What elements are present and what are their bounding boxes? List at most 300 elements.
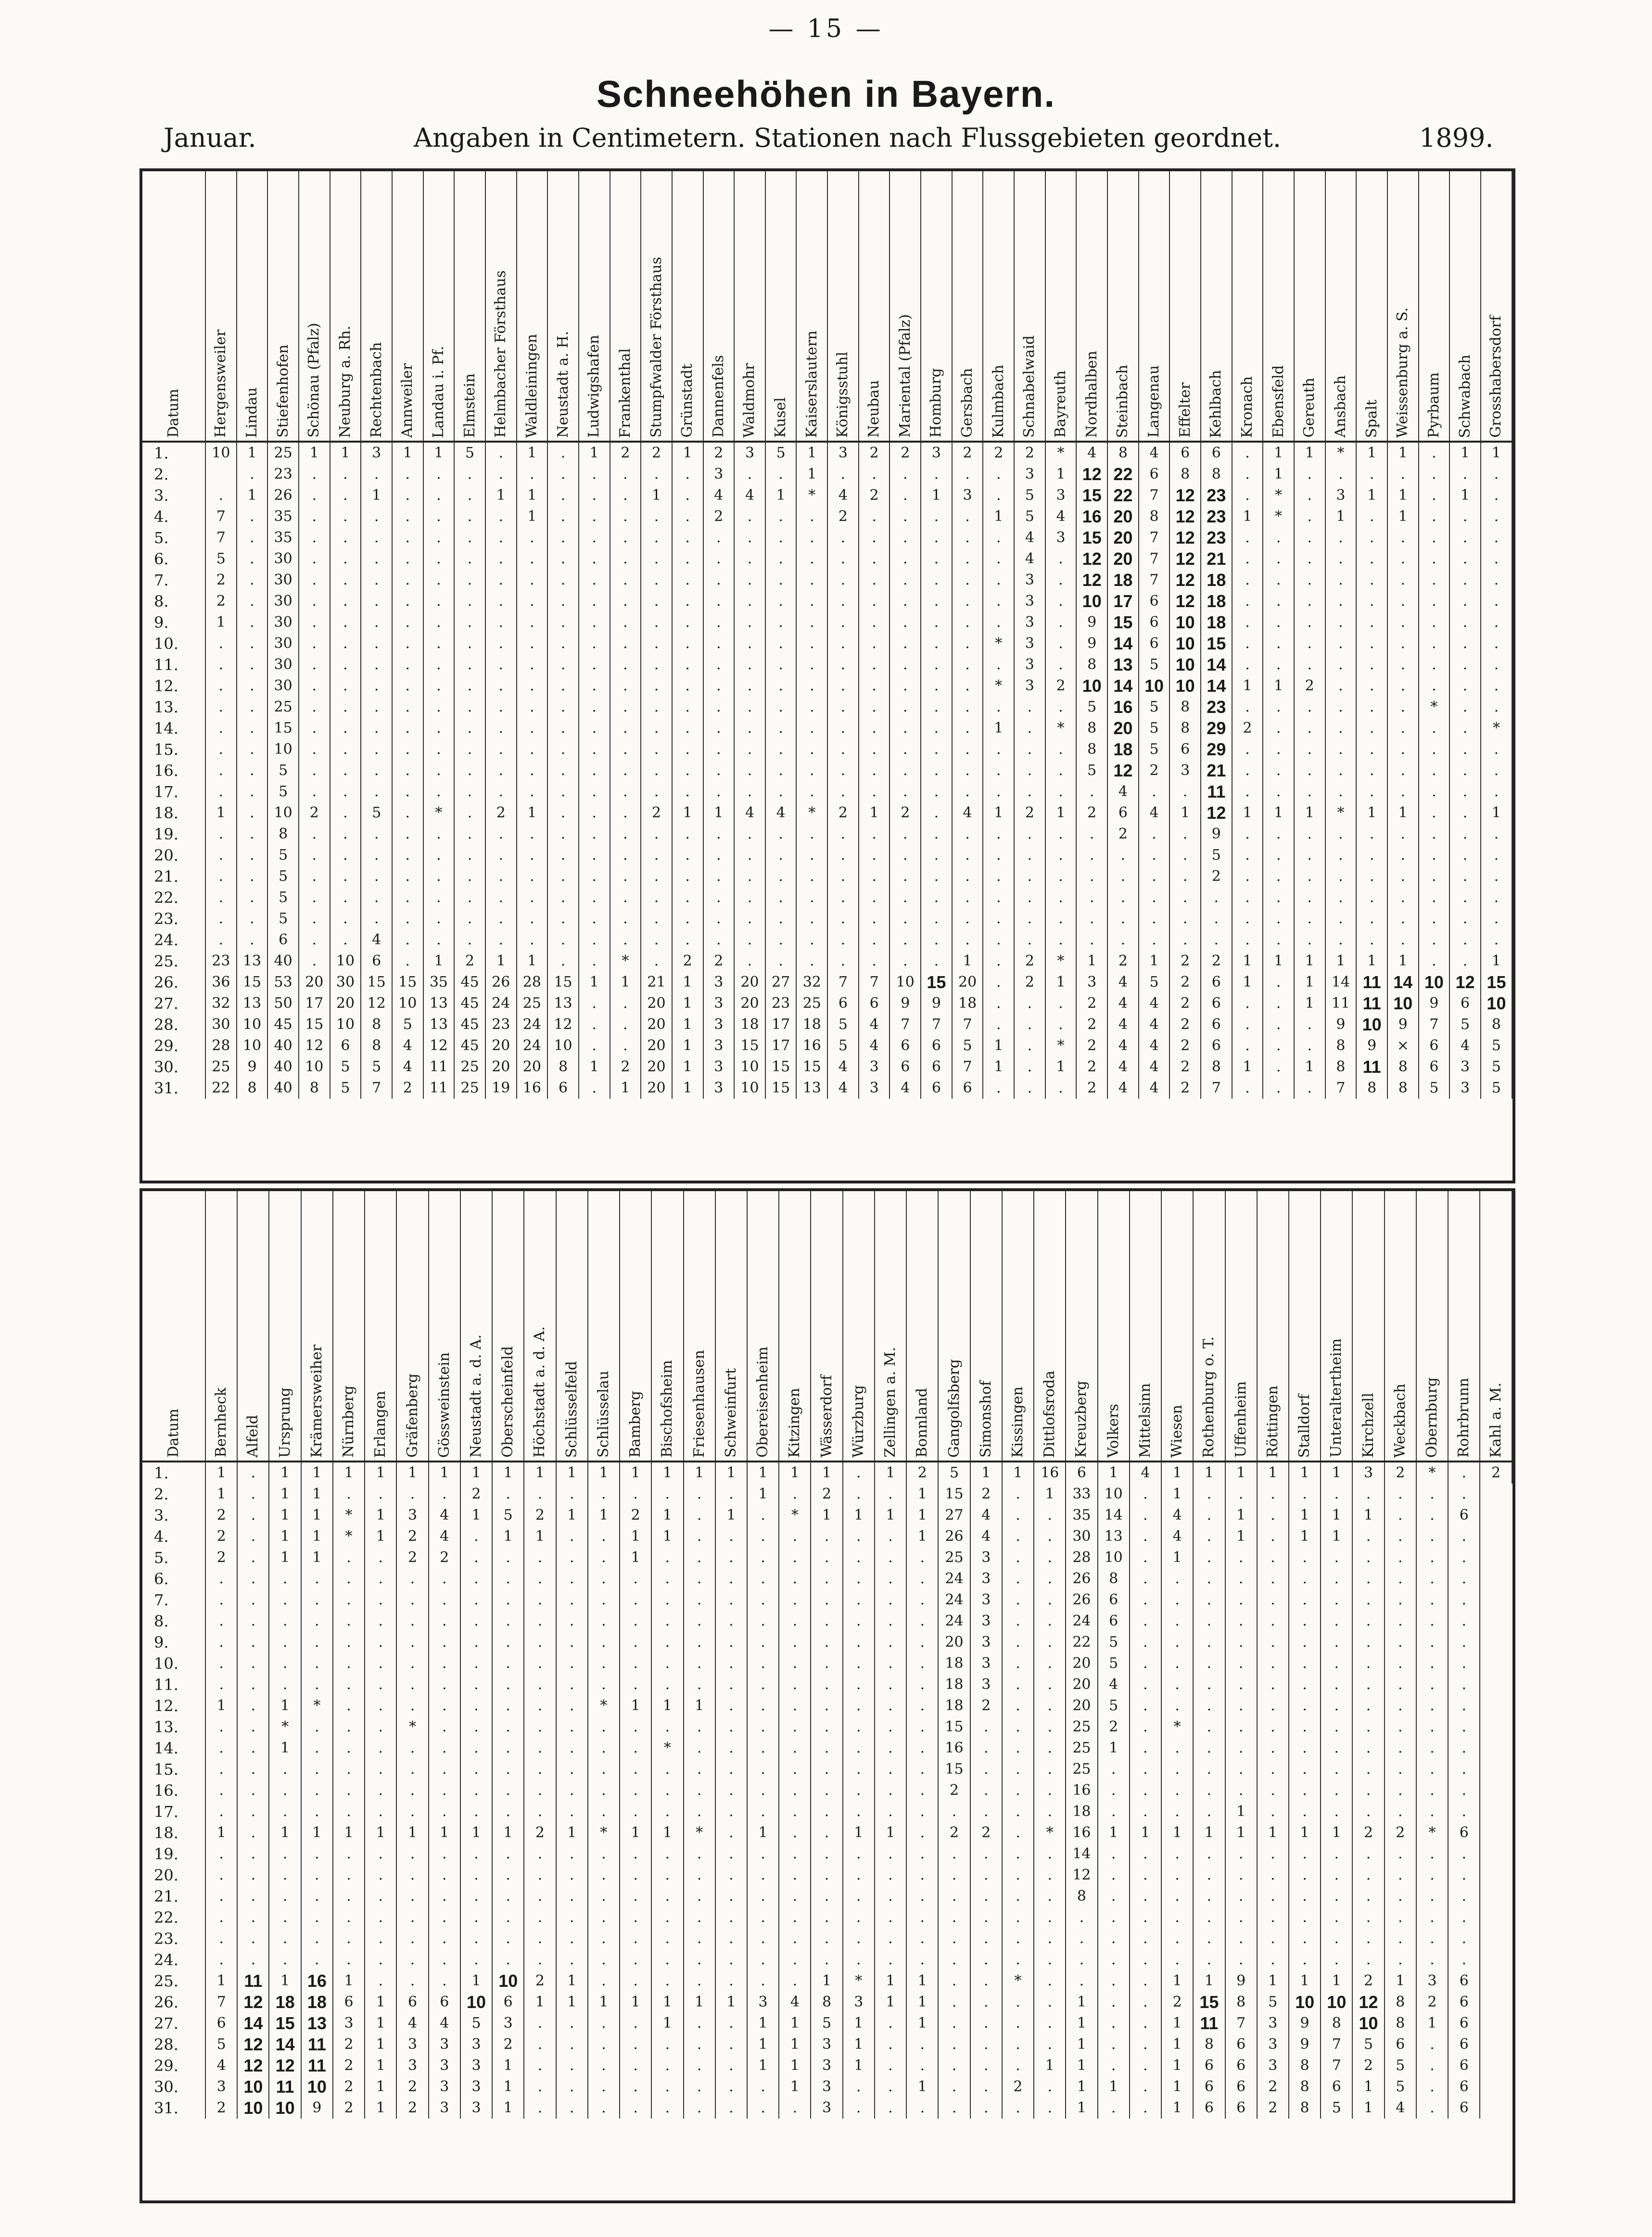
- snow-depth-cell: 1: [269, 1505, 301, 1526]
- snow-depth-cell: .: [765, 760, 797, 781]
- snow-depth-cell: .: [237, 591, 268, 612]
- snow-depth-cell: .: [492, 1886, 524, 1907]
- snow-depth-cell: 1: [556, 1505, 588, 1526]
- snow-depth-cell: .: [859, 845, 890, 866]
- snow-depth-cell: .: [454, 464, 485, 485]
- snow-depth-cell: 1: [1289, 1970, 1321, 1992]
- snow-depth-cell: .: [1356, 739, 1387, 760]
- snow-depth-cell: 7: [1225, 2013, 1257, 2034]
- snow-depth-cell: .: [588, 1949, 620, 1970]
- station-name: Kreuzberg: [1073, 1380, 1090, 1458]
- snow-depth-cell: .: [1193, 1505, 1225, 1526]
- snow-depth-cell: .: [429, 1695, 460, 1716]
- snow-depth-cell: 1: [1385, 1970, 1416, 1992]
- snow-depth-cell: .: [460, 1632, 492, 1653]
- snow-depth-cell: .: [747, 1780, 779, 1801]
- snow-depth-cell: 6: [429, 1992, 460, 2013]
- snow-depth-cell: .: [983, 929, 1014, 951]
- snow-depth-cell: .: [811, 1949, 842, 1970]
- snow-depth-cell: .: [1289, 1589, 1321, 1611]
- snow-depth-cell: .: [301, 1843, 333, 1865]
- snow-depth-cell: .: [875, 1949, 906, 1970]
- snow-depth-cell: .: [1002, 1716, 1034, 1738]
- page-number: — 15 —: [768, 14, 884, 43]
- station-name: Bernheck: [213, 1387, 230, 1458]
- snow-depth-cell: .: [843, 1865, 875, 1886]
- snow-depth-cell: .: [734, 845, 765, 866]
- station-name: Bayreuth: [1052, 370, 1069, 438]
- station-name: Ludwigshafen: [585, 335, 603, 438]
- snow-depth-cell: .: [1002, 1801, 1034, 1822]
- snow-depth-cell: .: [1107, 845, 1139, 866]
- date-cell: 31.: [142, 2097, 205, 2119]
- snow-depth-cell: .: [747, 1611, 779, 1632]
- snow-depth-cell: .: [1352, 1568, 1384, 1589]
- snow-depth-cell: 1: [620, 1526, 651, 1547]
- snow-depth-cell: .: [579, 527, 610, 548]
- snow-depth-cell: .: [1232, 697, 1263, 718]
- snow-depth-cell: 25: [1066, 1759, 1097, 1780]
- station-header: [333, 1191, 365, 1462]
- table-row: [142, 1078, 1512, 1099]
- snow-depth-cell: 20: [485, 1056, 517, 1078]
- snow-depth-cell: .: [1325, 845, 1357, 866]
- snow-depth-cell: .: [890, 718, 921, 739]
- snow-depth-cell: .: [492, 1843, 524, 1865]
- snow-depth-cell: .: [1352, 1801, 1384, 1822]
- snow-depth-cell: .: [1387, 760, 1419, 781]
- snow-depth-cell: .: [1257, 1780, 1289, 1801]
- snow-depth-cell: .: [588, 1865, 620, 1886]
- snow-depth-cell: .: [237, 1505, 269, 1526]
- snow-depth-cell: .: [921, 887, 952, 908]
- snow-depth-cell: .: [517, 845, 548, 866]
- snow-depth-cell: 20: [1107, 548, 1139, 570]
- snow-depth-cell: .: [1161, 1611, 1193, 1632]
- snow-depth-cell: 5: [1352, 2034, 1384, 2055]
- snow-depth-cell: .: [1419, 654, 1450, 675]
- snow-depth-cell: .: [1257, 1632, 1289, 1653]
- snow-depth-cell: 1: [1294, 442, 1325, 464]
- snow-depth-cell: .: [299, 908, 330, 929]
- snow-depth-cell: .: [517, 887, 548, 908]
- snow-depth-cell: .: [1356, 887, 1387, 908]
- snow-depth-cell: .: [1098, 1992, 1130, 2013]
- snow-depth-cell: .: [1263, 887, 1294, 908]
- snow-depth-cell: .: [1263, 718, 1294, 739]
- snow-depth-cell: .: [361, 866, 392, 887]
- snow-depth-cell: 3: [1257, 2013, 1289, 2034]
- snow-depth-cell: .: [396, 1632, 428, 1653]
- snow-depth-cell: .: [1130, 1928, 1161, 1949]
- table-row: [142, 1526, 1512, 1547]
- snow-depth-cell: .: [1257, 1505, 1289, 1526]
- snow-depth-cell: .: [423, 654, 455, 675]
- snow-depth-cell: .: [1416, 2055, 1448, 2076]
- snow-depth-cell: .: [556, 1611, 588, 1632]
- snow-depth-cell: 35: [1066, 1505, 1097, 1526]
- snow-depth-cell: .: [620, 1484, 651, 1505]
- snow-depth-cell: 11: [269, 2076, 301, 2097]
- snow-depth-cell: .: [392, 697, 423, 718]
- snow-depth-cell: 2: [1014, 951, 1045, 972]
- snow-depth-cell: .: [423, 570, 455, 591]
- snow-depth-cell: .: [1419, 866, 1450, 887]
- snow-depth-cell: .: [205, 1759, 237, 1780]
- snow-depth-cell: .: [610, 485, 641, 506]
- snow-depth-cell: 1: [1161, 2034, 1193, 2055]
- snow-depth-cell: .: [237, 1674, 269, 1695]
- snow-depth-cell: 3: [734, 442, 765, 464]
- station-header: [1161, 1191, 1193, 1462]
- snow-depth-cell: .: [1130, 2013, 1161, 2034]
- snow-depth-cell: .: [1034, 1589, 1066, 1611]
- snow-depth-cell: .: [1289, 1547, 1321, 1568]
- snow-depth-cell: 15: [921, 972, 952, 993]
- snow-depth-cell: .: [1014, 739, 1045, 760]
- station-name: Bamberg: [627, 1391, 644, 1458]
- snow-depth-cell: .: [906, 1547, 938, 1568]
- snow-depth-cell: .: [747, 1801, 779, 1822]
- station-header: [1107, 171, 1139, 442]
- snow-depth-cell: .: [1416, 1865, 1448, 1886]
- snow-depth-cell: .: [1225, 1949, 1257, 1970]
- snow-depth-cell: 10: [267, 739, 299, 760]
- snow-depth-cell: .: [796, 951, 827, 972]
- snow-depth-cell: .: [556, 1759, 588, 1780]
- snow-depth-cell: .: [1002, 1822, 1034, 1843]
- table-row: [142, 654, 1512, 675]
- snow-depth-cell: .: [1356, 718, 1387, 739]
- snow-depth-cell: .: [1002, 2034, 1034, 2055]
- station-header: [734, 171, 765, 442]
- snow-depth-cell: *: [843, 1970, 875, 1992]
- snow-depth-cell: .: [796, 929, 827, 951]
- snow-depth-cell: .: [423, 548, 455, 570]
- snow-depth-cell: .: [392, 802, 423, 824]
- snow-depth-cell: .: [1356, 908, 1387, 929]
- snow-depth-cell: .: [429, 1738, 460, 1759]
- snow-depth-cell: .: [205, 1949, 237, 1970]
- snow-depth-cell: 9: [890, 993, 921, 1014]
- station-name: Kissingen: [1009, 1386, 1026, 1458]
- snow-depth-cell: .: [1385, 1568, 1416, 1589]
- snow-depth-cell: .: [237, 781, 268, 802]
- snow-depth-cell: .: [365, 1589, 396, 1611]
- snow-depth-cell: .: [970, 2034, 1002, 2055]
- snow-depth-cell: .: [1481, 845, 1512, 866]
- snow-depth-cell: 20: [938, 1632, 970, 1653]
- snow-depth-cell: 1: [1232, 951, 1263, 972]
- snow-depth-cell: .: [715, 1801, 747, 1822]
- snow-depth-cell: 45: [454, 993, 485, 1014]
- snow-depth-cell: .: [454, 824, 485, 845]
- snow-depth-cell: .: [747, 1907, 779, 1928]
- snow-depth-cell: .: [396, 1738, 428, 1759]
- snow-depth-cell: .: [579, 929, 610, 951]
- snow-depth-cell: .: [970, 1949, 1002, 1970]
- snow-depth-cell: .: [1325, 697, 1357, 718]
- snow-depth-cell: 3: [1449, 1078, 1481, 1099]
- snow-depth-cell: .: [1416, 1632, 1448, 1653]
- snow-depth-cell: 1: [1263, 675, 1294, 697]
- snow-depth-cell: .: [715, 1886, 747, 1907]
- snow-depth-cell: .: [906, 1674, 938, 1695]
- snow-depth-cell: *: [1002, 1970, 1034, 1992]
- snow-depth-cell: .: [1193, 1547, 1225, 1568]
- snow-depth-cell: 17: [1107, 591, 1139, 612]
- snow-depth-cell: 2: [1352, 1970, 1384, 1992]
- snow-depth-cell: .: [237, 1801, 269, 1822]
- snow-depth-cell: 26: [267, 485, 299, 506]
- snow-depth-cell: 25: [938, 1547, 970, 1568]
- snow-depth-cell: 2: [1169, 1056, 1201, 1078]
- snow-depth-cell: .: [269, 1653, 301, 1674]
- snow-depth-cell: .: [1289, 1907, 1321, 1928]
- snow-depth-cell: 2: [1169, 1014, 1201, 1035]
- snow-depth-cell: .: [983, 972, 1014, 993]
- snow-depth-cell: .: [330, 866, 361, 887]
- snow-depth-cell: 8: [1201, 1056, 1232, 1078]
- station-name: Schwabach: [1456, 354, 1474, 438]
- snow-depth-cell: .: [747, 1738, 779, 1759]
- snow-depth-cell: 1: [684, 1462, 715, 1484]
- snow-depth-cell: .: [672, 697, 703, 718]
- snow-depth-cell: .: [460, 1738, 492, 1759]
- snow-depth-cell: .: [811, 1738, 842, 1759]
- snow-depth-cell: .: [672, 612, 703, 633]
- snow-depth-cell: 1: [556, 1970, 588, 1992]
- snow-depth-cell: .: [1294, 760, 1325, 781]
- snow-depth-cell: 1: [301, 1822, 333, 1843]
- snow-depth-cell: .: [1352, 1949, 1384, 1970]
- snow-depth-cell: 12: [361, 993, 392, 1014]
- snow-depth-cell: .: [1449, 697, 1481, 718]
- snow-depth-cell: .: [392, 866, 423, 887]
- station-name: Wiesen: [1169, 1404, 1186, 1458]
- snow-depth-cell: .: [460, 1547, 492, 1568]
- snow-depth-cell: .: [330, 697, 361, 718]
- snow-depth-cell: 18: [1107, 739, 1139, 760]
- snow-depth-cell: .: [524, 1695, 556, 1716]
- date-cell: 18.: [142, 802, 205, 824]
- snow-depth-cell: 10: [1098, 1547, 1130, 1568]
- snow-depth-cell: 1: [269, 1547, 301, 1568]
- snow-depth-cell: 1: [365, 1526, 396, 1547]
- snow-depth-cell: .: [715, 1568, 747, 1589]
- snow-depth-cell: 1: [747, 2055, 779, 2076]
- snow-depth-cell: .: [921, 527, 952, 548]
- table-row: [142, 2097, 1512, 2119]
- snow-depth-cell: 2: [1385, 1822, 1416, 1843]
- snow-depth-cell: .: [429, 1568, 460, 1589]
- snow-depth-cell: .: [1419, 718, 1450, 739]
- snow-depth-cell: .: [890, 570, 921, 591]
- snow-depth-cell: .: [983, 464, 1014, 485]
- station-header: [672, 171, 703, 442]
- snow-depth-cell: .: [423, 781, 455, 802]
- snow-depth-cell: .: [1161, 1928, 1193, 1949]
- snow-depth-cell: .: [556, 2055, 588, 2076]
- snow-depth-cell: .: [734, 760, 765, 781]
- snow-depth-cell: .: [454, 908, 485, 929]
- snow-depth-cell: .: [1034, 2097, 1066, 2119]
- snow-depth-cell: .: [1014, 697, 1045, 718]
- snow-depth-cell: .: [454, 845, 485, 866]
- snow-depth-cell: 1: [1481, 951, 1512, 972]
- snow-depth-cell: .: [365, 1632, 396, 1653]
- snow-depth-cell: .: [610, 633, 641, 654]
- snow-depth-cell: 1: [641, 485, 672, 506]
- snow-depth-cell: .: [237, 697, 268, 718]
- snow-depth-cell: 1: [779, 2055, 811, 2076]
- snow-depth-cell: .: [1352, 1526, 1384, 1547]
- snow-depth-cell: .: [205, 1568, 237, 1589]
- snow-depth-cell: .: [1161, 1695, 1193, 1716]
- snow-depth-cell: 1: [579, 442, 610, 464]
- date-cell: 6.: [142, 1568, 205, 1589]
- station-header: [938, 1191, 970, 1462]
- snow-depth-cell: .: [1014, 993, 1045, 1014]
- table-row: [142, 548, 1512, 570]
- snow-depth-cell: .: [333, 1738, 365, 1759]
- station-header: [524, 1191, 556, 1462]
- snow-depth-cell: .: [237, 1780, 269, 1801]
- snow-depth-cell: .: [875, 2034, 906, 2055]
- snow-depth-cell: .: [492, 1611, 524, 1632]
- month-label: Januar.: [164, 123, 256, 153]
- snow-depth-cell: .: [1193, 1886, 1225, 1907]
- snow-depth-cell: .: [651, 1907, 683, 1928]
- snow-depth-cell: 8: [1076, 718, 1107, 739]
- snow-depth-cell: [205, 464, 237, 485]
- snow-depth-cell: .: [485, 464, 517, 485]
- snow-depth-cell: 2: [1232, 718, 1263, 739]
- snow-depth-cell: .: [1419, 802, 1450, 824]
- snow-depth-cell: 12: [1066, 1865, 1097, 1886]
- snow-depth-cell: .: [392, 845, 423, 866]
- snow-depth-cell: .: [1449, 866, 1481, 887]
- snow-depth-cell: .: [454, 718, 485, 739]
- table-row: [142, 760, 1512, 781]
- snow-depth-cell: 3: [429, 2097, 460, 2119]
- snow-depth-cell: .: [1193, 1611, 1225, 1632]
- snow-depth-cell: .: [1352, 1780, 1384, 1801]
- snow-depth-cell: 3: [1045, 485, 1077, 506]
- snow-depth-cell: 17: [765, 1014, 797, 1035]
- snow-depth-cell: .: [205, 1716, 237, 1738]
- snow-depth-cell: .: [1356, 506, 1387, 527]
- snow-depth-cell: .: [547, 697, 579, 718]
- snow-depth-cell: .: [269, 1780, 301, 1801]
- snow-depth-cell: 1: [361, 485, 392, 506]
- snow-depth-cell: .: [588, 2034, 620, 2055]
- snow-depth-cell: .: [1419, 739, 1450, 760]
- snow-depth-cell: .: [1294, 887, 1325, 908]
- snow-depth-cell: .: [1225, 1547, 1257, 1568]
- snow-depth-cell: .: [734, 718, 765, 739]
- snow-depth-cell: .: [610, 739, 641, 760]
- snow-depth-cell: 1: [1098, 1822, 1130, 1843]
- snow-depth-cell: 24: [938, 1568, 970, 1589]
- snow-depth-cell: .: [1257, 1716, 1289, 1738]
- snow-depth-cell: 10: [734, 1056, 765, 1078]
- table-row: [142, 1505, 1512, 1526]
- station-header: [921, 171, 952, 442]
- snow-depth-cell: .: [1045, 1078, 1077, 1099]
- date-cell: 22.: [142, 887, 205, 908]
- snow-depth-cell: .: [1419, 951, 1450, 972]
- snow-depth-cell: .: [651, 1716, 683, 1738]
- snow-depth-cell: 1: [330, 442, 361, 464]
- snow-depth-cell: 10: [1098, 1484, 1130, 1505]
- snow-depth-cell: 24: [517, 1035, 548, 1056]
- snow-depth-cell: .: [556, 2013, 588, 2034]
- snow-depth-cell: .: [620, 1928, 651, 1949]
- snow-depth-cell: 1: [396, 1462, 428, 1484]
- snow-depth-cell: 10: [1076, 675, 1107, 697]
- snow-depth-cell: .: [765, 824, 797, 845]
- snow-depth-cell: .: [684, 1949, 715, 1970]
- snow-depth-cell: .: [1325, 739, 1357, 760]
- station-header: [1325, 171, 1357, 442]
- snow-depth-cell: .: [333, 1801, 365, 1822]
- snow-depth-cell: 2: [1169, 1035, 1201, 1056]
- snow-depth-cell: .: [859, 570, 890, 591]
- date-cell: 29.: [142, 1035, 205, 1056]
- snow-depth-cell: .: [1325, 718, 1357, 739]
- snow-depth-cell: .: [906, 1780, 938, 1801]
- snow-depth-cell: .: [396, 1653, 428, 1674]
- date-cell: 16.: [142, 1780, 205, 1801]
- snow-depth-cell: .: [330, 506, 361, 527]
- snow-depth-cell: 1: [1481, 802, 1512, 824]
- snow-depth-cell: .: [429, 1716, 460, 1738]
- snow-depth-cell: .: [1225, 1568, 1257, 1589]
- snow-depth-cell: .: [890, 951, 921, 972]
- station-name: Kehlbach: [1207, 369, 1225, 438]
- snow-depth-cell: .: [579, 697, 610, 718]
- snow-depth-cell: .: [651, 1589, 683, 1611]
- snow-depth-cell: .: [423, 887, 455, 908]
- snow-depth-cell: 18: [301, 1992, 333, 2013]
- snow-depth-cell: 5: [267, 866, 299, 887]
- snow-depth-cell: 2: [703, 442, 735, 464]
- snow-depth-cell: 1: [269, 1738, 301, 1759]
- date-cell: 17.: [142, 1801, 205, 1822]
- snow-depth-cell: .: [392, 506, 423, 527]
- snow-depth-cell: 5: [361, 802, 392, 824]
- snow-depth-cell: .: [1045, 633, 1077, 654]
- snow-depth-cell: .: [1232, 548, 1263, 570]
- snow-depth-cell: .: [859, 718, 890, 739]
- snow-depth-cell: .: [765, 908, 797, 929]
- snow-depth-cell: .: [588, 1674, 620, 1695]
- snow-depth-cell: 6: [921, 1056, 952, 1078]
- snow-depth-cell: 2: [1014, 972, 1045, 993]
- snow-depth-cell: .: [205, 887, 237, 908]
- snow-depth-cell: *: [796, 802, 827, 824]
- snow-depth-cell: 1: [1098, 1462, 1130, 1484]
- snow-depth-cell: .: [779, 1907, 811, 1928]
- snow-depth-cell: 18: [952, 993, 983, 1014]
- snow-depth-cell: .: [1098, 1928, 1130, 1949]
- snow-depth-cell: 16: [1066, 1780, 1097, 1801]
- snow-depth-cell: .: [684, 2013, 715, 2034]
- snow-depth-cell: 3: [333, 2013, 365, 2034]
- snow-depth-cell: 3: [703, 464, 735, 485]
- date-cell: 18.: [142, 1822, 205, 1843]
